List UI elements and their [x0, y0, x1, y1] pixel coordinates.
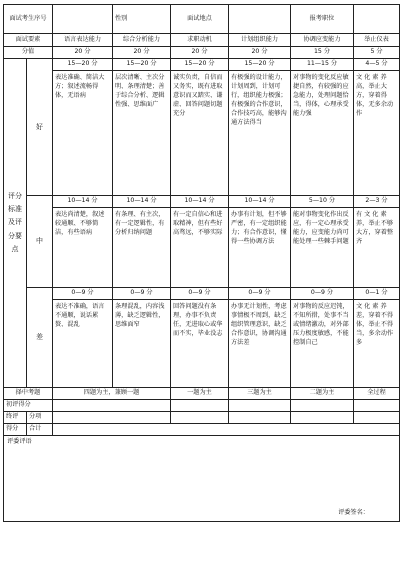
medium-range: 10—14 分 [171, 196, 229, 208]
poor-desc: 条理混乱，内容浅薄，缺乏逻辑性，思维面窄 [113, 300, 171, 388]
good-range: 15—20 分 [53, 59, 113, 71]
final-item-score-cell[interactable] [354, 412, 400, 424]
good-desc: 表达准确、简洁大方；叙述流畅得体，无语病 [53, 71, 113, 196]
medium-desc: 能对事物变化作出反应，有一定心理承受能力，应变能力尚可能处理一些棘手问题 [291, 208, 354, 288]
location-field[interactable] [229, 5, 291, 34]
element-planning: 计划组织能力 [229, 34, 291, 47]
score-label: 分值 [4, 47, 53, 59]
question-focus: 一题为主 [171, 388, 229, 400]
initial-score-label: 初评得分 [4, 400, 53, 412]
initial-score-cell[interactable] [354, 400, 400, 412]
score-value: 20 分 [171, 47, 229, 59]
position-label: 报考职位 [291, 5, 354, 34]
final-item-score-row [4, 412, 400, 424]
medium-desc: 有一定自信心和进取精神，但有些好高骛远，不够实际 [171, 208, 229, 288]
final-item-score-cell[interactable] [171, 412, 229, 424]
poor-range: 0—1 分 [354, 288, 400, 300]
medium-range: 2—3 分 [354, 196, 400, 208]
criteria-label: 评分标准及评分要点 [4, 59, 27, 388]
final-item-score-cell[interactable] [53, 412, 171, 424]
element-language: 语言表达能力 [53, 34, 113, 47]
question-label: 择中考题 [4, 388, 53, 400]
good-range: 11—15 分 [291, 59, 354, 71]
candidate-no-label: 面试考生序号 [4, 5, 53, 34]
poor-desc: 回答问题没有条理，办事不负责任，无进取心或华而不实，毕业没志 [171, 300, 229, 388]
poor-range: 0—9 分 [291, 288, 354, 300]
poor-range: 0—9 分 [229, 288, 291, 300]
good-range-row [4, 59, 400, 71]
grade-medium-label: 中 [27, 196, 53, 288]
element-adaptability: 协调应变能力 [291, 34, 354, 47]
poor-desc: 文 化 素 养差，穿着不得体，举止不得当，多余动作多 [354, 300, 400, 388]
comments-label: 评委评语 [7, 438, 32, 445]
score-values-row [4, 47, 400, 59]
good-range: 15—20 分 [113, 59, 171, 71]
medium-range-row [4, 196, 400, 208]
medium-range: 10—14 分 [53, 196, 113, 208]
grade-good-label: 好 [27, 59, 53, 196]
gender-label: 性别 [113, 5, 171, 34]
question-focus: 二题为主 [291, 388, 354, 400]
good-desc: 文 化 素 养高，举止大方，穿着得体，无多余动作 [354, 71, 400, 196]
grade-poor-label: 差 [27, 288, 53, 388]
element-motivation: 求职动机 [171, 34, 229, 47]
score-value: 20 分 [53, 47, 113, 59]
good-desc: 诚实负责，自信而又务实，既有进取意识而又踏实、谦虚、回答问题切题充分 [171, 71, 229, 196]
elements-row [4, 34, 400, 47]
item-score-label: 分项 [27, 412, 53, 424]
medium-range: 5—10 分 [291, 196, 354, 208]
medium-desc-row [4, 208, 400, 288]
comments-row [4, 436, 400, 522]
poor-desc-row [4, 300, 400, 388]
position-field[interactable] [354, 5, 400, 34]
good-desc: 对事物的变化反应敏捷自然，有较强的应急能力，处理问题恰当，得体，心理承受能力强 [291, 71, 354, 196]
question-focus: 三题为主 [229, 388, 291, 400]
poor-range: 0—9 分 [113, 288, 171, 300]
score-table [3, 4, 400, 522]
score-total-label: 得分 [4, 424, 27, 436]
good-desc-row [4, 71, 400, 196]
medium-range: 10—14 分 [113, 196, 171, 208]
total-score-row [4, 424, 400, 436]
initial-score-cell[interactable] [171, 400, 229, 412]
initial-score-cell[interactable] [53, 400, 171, 412]
total-score-cell[interactable] [53, 424, 400, 436]
good-range: 15—20 分 [229, 59, 291, 71]
score-value: 20 分 [229, 47, 291, 59]
question-focus: 全过程 [354, 388, 400, 400]
medium-desc: 有条理、有主次，有一定逻辑性，有分析归纳问题 [113, 208, 171, 288]
medium-desc: 办事有计划，但不够严密，有一定组织能力；有合作意识，懂得一些协调方法 [229, 208, 291, 288]
initial-score-row [4, 400, 400, 412]
total-label: 合计 [27, 424, 53, 436]
elements-label: 面试要素 [4, 34, 53, 47]
poor-range-row [4, 288, 400, 300]
final-item-score-cell[interactable] [291, 412, 354, 424]
score-value: 15 分 [291, 47, 354, 59]
signature-label: 评委签名： [338, 509, 369, 517]
initial-score-cell[interactable] [229, 400, 291, 412]
candidate-no-field[interactable] [53, 5, 113, 34]
final-item-score-cell[interactable] [229, 412, 291, 424]
location-label: 面试地点 [171, 5, 229, 34]
score-value: 5 分 [354, 47, 400, 59]
poor-range: 0—9 分 [171, 288, 229, 300]
final-score-label: 终评 [4, 412, 27, 424]
medium-range: 10—14 分 [229, 196, 291, 208]
element-analysis: 综合分析能力 [113, 34, 171, 47]
poor-desc: 表达不准确，语言不通顺，说话累赘、混乱 [53, 300, 113, 388]
comments-area[interactable] [4, 436, 400, 522]
poor-desc: 对事物的反应迟钝，不知所措，处事不当或情绪激动，对外部压力极度敏感，不能控制自己 [291, 300, 354, 388]
question-row [4, 388, 400, 400]
header-row [4, 5, 400, 34]
poor-range: 0—9 分 [53, 288, 113, 300]
good-desc: 有极强的设计能力，计划周到，计划可行，组织能力极强；有极强的合作意识，合作技巧高，能够沟通方法得当 [229, 71, 291, 196]
good-range: 4—5 分 [354, 59, 400, 71]
medium-desc: 有 文 化 素养，举止不够大方，穿着整齐 [354, 208, 400, 288]
medium-desc: 表达尚清楚，叙述较通顺、不够简洁，有些语病 [53, 208, 113, 288]
element-demeanor: 举止仪表 [354, 34, 400, 47]
initial-score-cell[interactable] [291, 400, 354, 412]
score-value: 20 分 [113, 47, 171, 59]
good-range: 15—20 分 [171, 59, 229, 71]
question-focus: 四题为主，兼顾一题 [53, 388, 171, 400]
good-desc: 层次清晰、主次分明、条理清楚；善于综合分析、逻辑性强、思维面广 [113, 71, 171, 196]
poor-desc: 办事无计划性，考虑事情极不周到，缺乏组织管理意识，缺乏合作意识，协调沟通方法差 [229, 300, 291, 388]
